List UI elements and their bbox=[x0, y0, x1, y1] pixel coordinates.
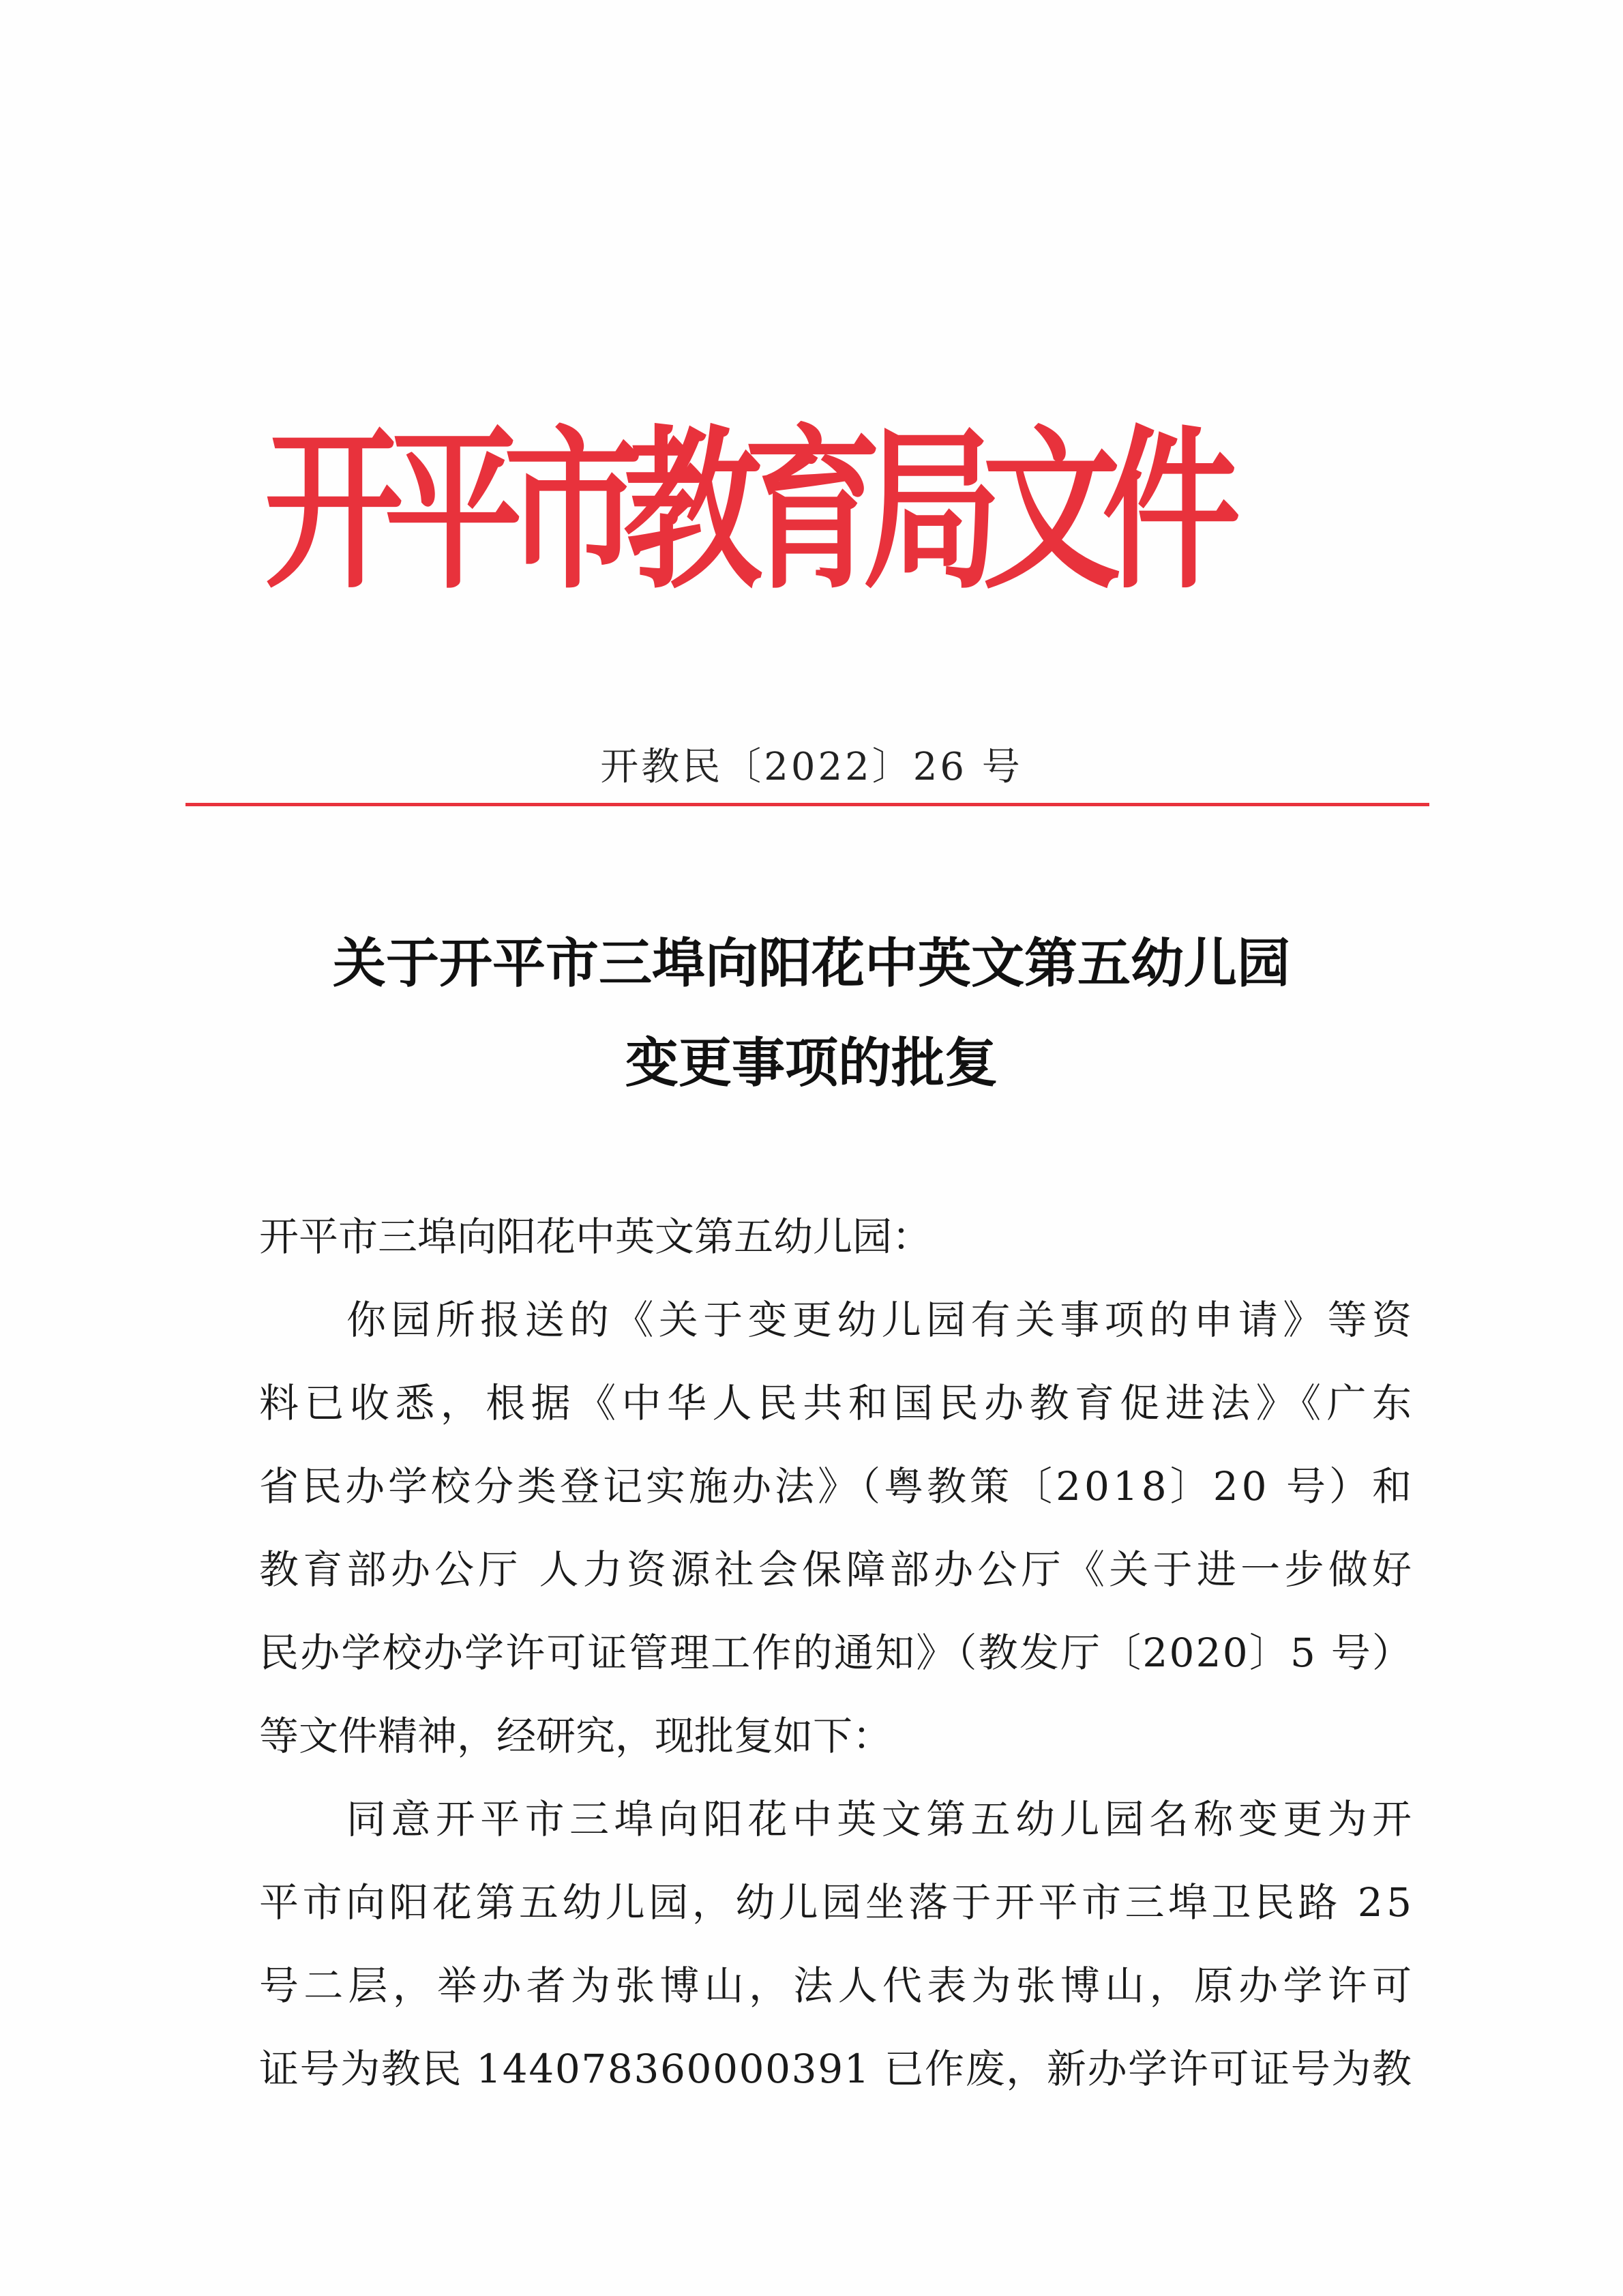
paragraph-1-line: 省民办学校分类登记实施办法》（粤教策〔2018〕20 号）和 bbox=[259, 1463, 1415, 1510]
salutation: 开平市三埠向阳花中英文第五幼儿园： bbox=[259, 1213, 932, 1260]
paragraph-2-line: 平市向阳花第五幼儿园，幼儿园坐落于开平市三埠卫民路 25 bbox=[259, 1879, 1416, 1926]
paragraph-2-line: 证号为教民 144078360000391 已作废，新办学许可证号为教 bbox=[259, 2046, 1413, 2092]
paragraph-2-line: 同意开平市三埠向阳花中英文第五幼儿园名称变更为开 bbox=[346, 1796, 1417, 1842]
paragraph-2-line: 号二层，举办者为张博山，法人代表为张博山，原办学许可 bbox=[259, 1962, 1417, 2009]
paragraph-1-line: 料已收悉，根据《中华人民共和国民办教育促进法》《广东 bbox=[259, 1380, 1418, 1426]
paragraph-1-line: 民办学校办学许可证管理工作的通知》（教发厅〔2020〕5 号） bbox=[259, 1630, 1414, 1676]
document-number: 开教民〔2022〕26 号 bbox=[600, 745, 1023, 789]
masthead-title: 开平市教育局文件 bbox=[265, 409, 1222, 613]
document-body bbox=[259, 1195, 1418, 2110]
paragraph-1-line: 教育部办公厅 人力资源社会保障部办公厅《关于进一步做好 bbox=[259, 1546, 1416, 1593]
paragraph-1-line: 你园所报送的《关于变更幼儿园有关事项的申请》等资 bbox=[346, 1297, 1417, 1343]
red-divider bbox=[185, 803, 1429, 806]
document-title-line-1: 关于开平市三埠向阳花中英文第五幼儿园 bbox=[332, 932, 1290, 995]
paragraph-1-line: 等文件精神，经研究，现批复如下： bbox=[259, 1713, 893, 1759]
document-title bbox=[0, 914, 1623, 1113]
document-title-line-2: 变更事项的批复 bbox=[625, 1032, 998, 1094]
